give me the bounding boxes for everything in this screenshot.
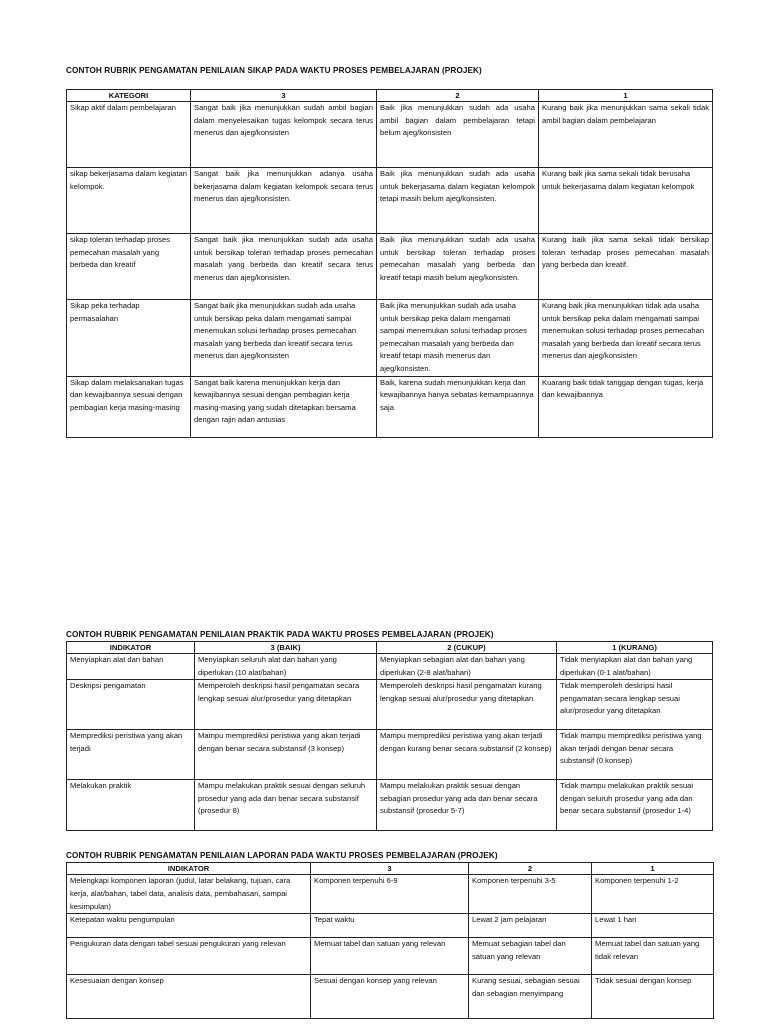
- score-3-cell: Memperoleh deskripsi hasil pengamatan secara lengkap sesuai alur/prosedur yang ditetapkan: [195, 680, 377, 730]
- table-row: [67, 975, 714, 1019]
- score-1-cell: Tidak menyiapkan alat dan bahan yang diperlukan (0-1 alat/bahan): [557, 654, 713, 680]
- table-row: [67, 300, 713, 377]
- praktik-rubric-table: [66, 641, 713, 831]
- table-header-row: [67, 90, 713, 102]
- table-row: [67, 875, 714, 914]
- kategori-cell: Sikap peka terhadap permasalahan: [67, 300, 191, 377]
- indikator-cell: Melengkapi komponen laporan (judul, latar belakang, tujuan, cara kerja, alat/bahan, tabel data, analisis data, pembahasan, sampai kesimpulan): [67, 875, 311, 914]
- score-1-cell: Lewat 1 hari: [592, 914, 714, 938]
- table-row: [67, 102, 713, 168]
- header-score-3: 3 (BAIK): [195, 642, 377, 654]
- score-3-cell: Sangat baik jika menunjukkan sudah ada usaha untuk bersikap toleran terhadap proses pemecahan masalah yang berbeda dan kreatif secara terus menerus dan ajeg/konsisten.: [191, 234, 377, 300]
- indikator-cell: Pengukuran data dengan tabel sesuai pengukuran yang relevan: [67, 938, 311, 975]
- header-score-3: 3: [311, 863, 469, 875]
- score-3-cell: Sangat baik karena menunjukkan kerja dan kewajibannya sesuai dengan pembagian kerja masing-masing yang sudah ditetapkan bersama dengan rajin adan antusias: [191, 376, 377, 437]
- score-2-cell: Lewat 2 jam pelajaran: [469, 914, 592, 938]
- score-2-cell: Memperoleh deskripsi hasil pengamatan kurang lengkap sesuai alur/prosedur yang ditetapkan: [377, 680, 557, 730]
- score-3-cell: Sangat baik jika menunjukkan sudah ada usaha untuk bersikap peka dalam mengamati sampai menemukan solusi terhadap proses pemecahan masalah yang berbeda dan kreatif secara terus menerus dan ajeg/konsisten: [191, 300, 377, 377]
- score-1-cell: Memuat tabel dan satuan yang tidak relevan: [592, 938, 714, 975]
- header-score-2: 2: [469, 863, 592, 875]
- indikator-cell: Memprediksi peristiwa yang akan terjadi: [67, 730, 195, 780]
- table-row: [67, 914, 714, 938]
- laporan-rubric-table: [66, 862, 714, 1019]
- table-header-row: [67, 863, 714, 875]
- kategori-cell: Sikap aktif dalam pembelajaran: [67, 102, 191, 168]
- header-indikator: INDIKATOR: [67, 642, 195, 654]
- table-row: [67, 234, 713, 300]
- score-2-cell: Baik, karena sudah menunjukkan kerja dan kewajibannya hanya sebatas kemampuannya saja: [377, 376, 539, 437]
- table-row: [67, 654, 713, 680]
- score-2-cell: Baik jika menunjukkan sudah ada usaha untuk bekerjasama dalam kegiatan kelompok tetapi masih belum ajeg/konsisten.: [377, 168, 539, 234]
- header-score-1: 1 (KURANG): [557, 642, 713, 654]
- table-row: [67, 730, 713, 780]
- table-row: [67, 680, 713, 730]
- sikap-rubric-title: CONTOH RUBRIK PENGAMATAN PENILAIAN SIKAP PADA WAKTU PROSES PEMBELAJARAN (PROJEK): [66, 66, 482, 75]
- score-2-cell: Mampu melakukan praktik sesuai dengan sebagian prosedur yang ada dan benar secara substansif (prosedur 5-7): [377, 780, 557, 831]
- praktik-rubric-title: CONTOH RUBRIK PENGAMATAN PENILAIAN PRAKTIK PADA WAKTU PROSES PEMBELAJARAN (PROJEK): [66, 630, 494, 639]
- score-1-cell: Kurang baik jika menunjukkan sama sekali tidak ambil bagian dalam pembelajaran: [539, 102, 713, 168]
- score-3-cell: Sangat baik jika menunjukkan sudah ambil bagian dalam menyelesaikan tugas kelompok secara terus menerus dan ajeg/konsisten: [191, 102, 377, 168]
- score-1-cell: Tidak mampu melakukan praktik sesuai dengan seluruh prosedur yang ada dan benar secara substansif (prosedur 1-4): [557, 780, 713, 831]
- score-1-cell: Kurang baik jika sama sekali tidak bersikap toleran terhadap proses pemecahan masalah yang berbeda dan kreatif.: [539, 234, 713, 300]
- score-3-cell: Menyiapkan seluruh alat dan bahan yang diperlukan (10 alat/bahan): [195, 654, 377, 680]
- score-1-cell: Kurang baik jika menunjukkan tidak ada usaha untuk bersikap peka dalam mengamati sampai menemukan solusi terhadap proses pemecahan masalah yang berbeda dan kreatif secara terus menerus dan ajeg/konsisten: [539, 300, 713, 377]
- score-3-cell: Mampu memprediksi peristiwa yang akan terjadi dengan benar secara substansif (3 konsep): [195, 730, 377, 780]
- kategori-cell: Sikap dalam melaksanakan tugas dan kewajibannya sesuai dengan pembagian kerja masing-masing: [67, 376, 191, 437]
- score-2-cell: Mampu memprediksi peristiwa yang akan terjadi dengan kurang benar secara substansif (2 konsep): [377, 730, 557, 780]
- indikator-cell: Deskripsi pengamatan: [67, 680, 195, 730]
- score-1-cell: Kurang baik jika sama sekali tidak berusaha untuk bekerjasama dalam kegiatan kelompok: [539, 168, 713, 234]
- score-3-cell: Komponen terpenuhi 6-9: [311, 875, 469, 914]
- score-2-cell: Menyiapkan sebagian alat dan bahan yang diperlukan (2-8 alat/bahan): [377, 654, 557, 680]
- table-row: [67, 938, 714, 975]
- kategori-cell: sikap bekerjasama dalam kegiatan kelompok.: [67, 168, 191, 234]
- header-indikator: INDIKATOR: [67, 863, 311, 875]
- score-3-cell: Sangat baik jika menunjukkan adanya usaha bekerjasama dalam kegiatan kelompok secara terus menerus dan ajeg/konsisten.: [191, 168, 377, 234]
- score-3-cell: Sesuai dengan konsep yang relevan: [311, 975, 469, 1019]
- score-1-cell: Tidak mampu memprediksi peristiwa yang akan terjadi dengan benar secara substansif (0 konsep): [557, 730, 713, 780]
- score-2-cell: Memuat sebagian tabel dan satuan yang relevan: [469, 938, 592, 975]
- score-2-cell: Baik jika menunjukkan sudah ada usaha ambil bagian dalam pembelajaran tetapi belum ajeg/konsisten: [377, 102, 539, 168]
- table-row: [67, 376, 713, 437]
- score-3-cell: Tepat waktu: [311, 914, 469, 938]
- score-2-cell: Baik jika menunjukkan sudah ada usaha untuk bersikap toleran terhadap proses pemecahan masalah yang berbeda dan kreatif tetapi masih belum ajeg/konsisten.: [377, 234, 539, 300]
- header-score-1: 1: [539, 90, 713, 102]
- score-2-cell: Kurang sesuai, sebagian sesuai dan sebagian menyimpang: [469, 975, 592, 1019]
- score-1-cell: Tidak memperoleh deskripsi hasil pengamatan secara lengkap sesuai alur/prosedur yang ditetapkan: [557, 680, 713, 730]
- score-3-cell: Mampu melakukan praktik sesuai dengan seluruh prosedur yang ada dan benar secara substansif (prosedur 8): [195, 780, 377, 831]
- header-score-3: 3: [191, 90, 377, 102]
- header-score-2: 2 (CUKUP): [377, 642, 557, 654]
- score-2-cell: Komponen terpenuhi 3-5: [469, 875, 592, 914]
- score-1-cell: Komponen terpenuhi 1-2: [592, 875, 714, 914]
- score-3-cell: Memuat tabel dan satuan yang relevan: [311, 938, 469, 975]
- laporan-rubric-title: CONTOH RUBRIK PENGAMATAN PENILAIAN LAPORAN PADA WAKTU PROSES PEMBELAJARAN (PROJEK): [66, 851, 498, 860]
- table-row: [67, 780, 713, 831]
- score-1-cell: Kuarang baik tidak tanggap dengan tugas, kerja dan kewajibannya: [539, 376, 713, 437]
- score-1-cell: Tidak sesuai dengan konsep: [592, 975, 714, 1019]
- table-header-row: [67, 642, 713, 654]
- score-2-cell: Baik jika menunjukkan sudah ada usaha untuk bersikap peka dalam mengamati sampai menemukan solusi terhadap proses pemecahan masalah yang berbeda dan kreatif tetapi masih menerus dan ajeg/konsisten.: [377, 300, 539, 377]
- header-score-1: 1: [592, 863, 714, 875]
- table-row: [67, 168, 713, 234]
- header-score-2: 2: [377, 90, 539, 102]
- indikator-cell: Menyiapkan alat dan bahan: [67, 654, 195, 680]
- sikap-rubric-table: [66, 89, 713, 438]
- indikator-cell: Ketepatan waktu pengumpulan: [67, 914, 311, 938]
- indikator-cell: Melakukan praktik: [67, 780, 195, 831]
- kategori-cell: sikap toleran terhadap proses pemecahan masalah yang berbeda dan kreatif: [67, 234, 191, 300]
- indikator-cell: Kesesuaian dengan konsep: [67, 975, 311, 1019]
- header-kategori: KATEGORI: [67, 90, 191, 102]
